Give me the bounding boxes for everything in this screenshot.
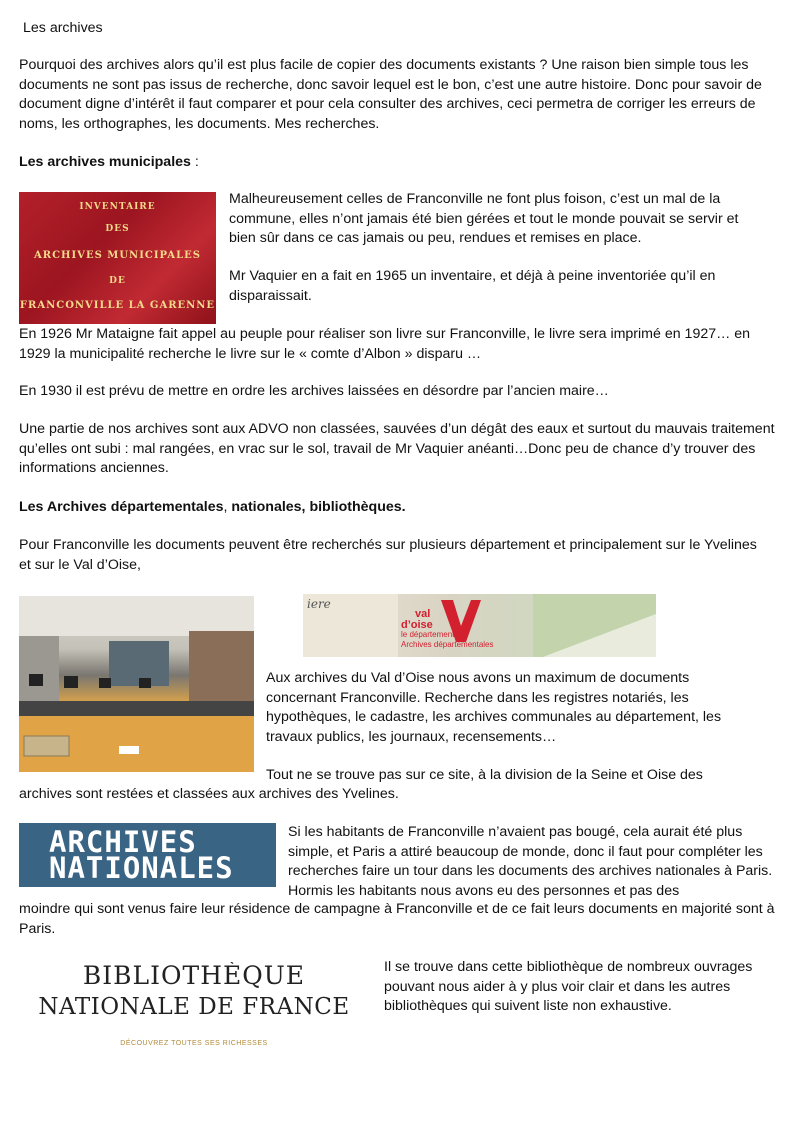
archives-nationales-logo xyxy=(19,823,276,887)
bnf-logo-line2: NATIONALE DE FRANCE xyxy=(38,994,350,1020)
dept-paragraph-4: Si les habitants de Franconville n’avaient pas bougé, cela aurait été plus simple, et Paris a attiré beaucoup de monde, donc il faut pour compléter les recherches faire un tour dans les documents des archives nationales à Paris. Hormis les habitants nous avons eu des personnes et pas des xyxy=(288,824,773,899)
bnf-logo xyxy=(19,962,369,1050)
heading-part-b: nationales, bibliothèques. xyxy=(231,499,406,515)
vdo-word1: val xyxy=(415,608,431,620)
book-line4: DE xyxy=(109,276,126,286)
dept-paragraph-1: Pour Franconville les documents peuvent être recherchés sur plusieurs département et principalement sur le Yvelines et sur le Val d’Oise, xyxy=(19,537,757,573)
municipal-paragraph-3: En 1926 Mr Mataigne fait appel au peuple pour réaliser son livre sur Franconville, le livre sera imprimé en 1927… en 1929 la municipalité recherche le livre sur le « comte d’Albon » disparu … xyxy=(19,326,751,362)
an-logo-line2: NATIONALES xyxy=(49,851,234,885)
vdo-sub2: Archives départementales xyxy=(401,640,494,649)
book-line3: ARCHIVES MUNICIPALES xyxy=(34,250,201,261)
reading-room-photo xyxy=(19,596,254,772)
heading-archives-municipales xyxy=(19,153,199,173)
heading-sep: , xyxy=(223,499,232,515)
municipal-paragraph-2: Mr Vaquier en a fait en 1965 un inventaire, et déjà à peine inventoriée qu’il en disparaissait. xyxy=(229,268,716,304)
reading-room-illustration xyxy=(19,596,254,772)
municipal-paragraph-5: Une partie de nos archives sont aux ADVO non classées, sauvées d’un dégât des eaux et surtout du mauvais traitement qu’elles ont subi : mal rangées, en vrac sur le sol, travail de Mr Vaquier anéanti…Donc peu de chance d’y trouver des informations anciennes. xyxy=(19,421,775,476)
val-doise-archives-banner xyxy=(303,594,656,657)
bnf-logo-tagline: DÉCOUVREZ TOUTES SES RICHESSES xyxy=(120,1040,268,1047)
book-line5: FRANCONVILLE LA GARENNE xyxy=(19,300,216,311)
dept-paragraph-2: Aux archives du Val d’Oise nous avons un maximum de documents concernant Franconville. Recherche dans les registres notariés, les hypothèques, le cadastre, les archives communales au département, les travaux publics, les journaux, recensements… xyxy=(266,670,722,745)
page-title: Les archives xyxy=(23,20,103,36)
heading-archives-departementales xyxy=(19,498,406,518)
book-line2: DES xyxy=(105,224,130,234)
bnf-logo-line1: BIBLIOTHÈQUE xyxy=(82,962,306,990)
dept-paragraph-5: Il se trouve dans cette bibliothèque de nombreux ouvrages pouvant nous aider à y plus voir clair et dans les autres bibliothèques qui suivent liste non exhaustive. xyxy=(384,959,753,1014)
an-logo-line1: ARCHIVES xyxy=(49,825,197,859)
book-line1: INVENTAIRE xyxy=(79,202,156,212)
dept-paragraph-3-line1: Tout ne se trouve pas sur ce site, à la division de la Seine et Oise des xyxy=(266,767,703,783)
heading-suffix: : xyxy=(190,154,199,170)
dept-paragraph-3-line2: archives sont restées et classées aux archives des Yvelines. xyxy=(19,786,399,802)
municipal-paragraph-1: Malheureusement celles de Franconville ne font plus foison, c’est un mal de la commune, elles n’ont jamais été bien gérées et tout le monde pouvait se servir et bien sûr dans ce cas jamais ou peu, rendues et remises en place. xyxy=(229,191,739,246)
municipal-paragraph-4: En 1930 il est prévu de mettre en ordre les archives laissées en désordre par l’ancien maire… xyxy=(19,383,609,399)
dept-paragraph-4-continued: moindre qui sont venus faire leur résidence de campagne à Franconville et de ce fait leurs documents en majorité sont à Paris. xyxy=(19,901,775,937)
vdo-word2: d’oise xyxy=(401,619,433,631)
vdo-script-text: iere xyxy=(307,597,331,611)
inventory-book-image xyxy=(19,192,216,324)
intro-paragraph: Pourquoi des archives alors qu’il est plus facile de copier des documents existants ? Une raison bien simple tous les documents ne sont pas issus de recherche, donc savoir lequel est le bon, c’est une autre histoire. Donc pour savoir de document digne d’intérêt il faut comparer et pour cela consulter des archives, ceci permetra de corriger les erreurs de noms, les orthographes, les documents. Mes recherches. xyxy=(19,57,762,132)
heading-text: Les archives municipales xyxy=(19,154,191,170)
heading-part-a: Les Archives départementales xyxy=(19,499,224,515)
val-doise-banner-illustration xyxy=(303,594,656,657)
vdo-sub1: le département xyxy=(401,630,455,639)
